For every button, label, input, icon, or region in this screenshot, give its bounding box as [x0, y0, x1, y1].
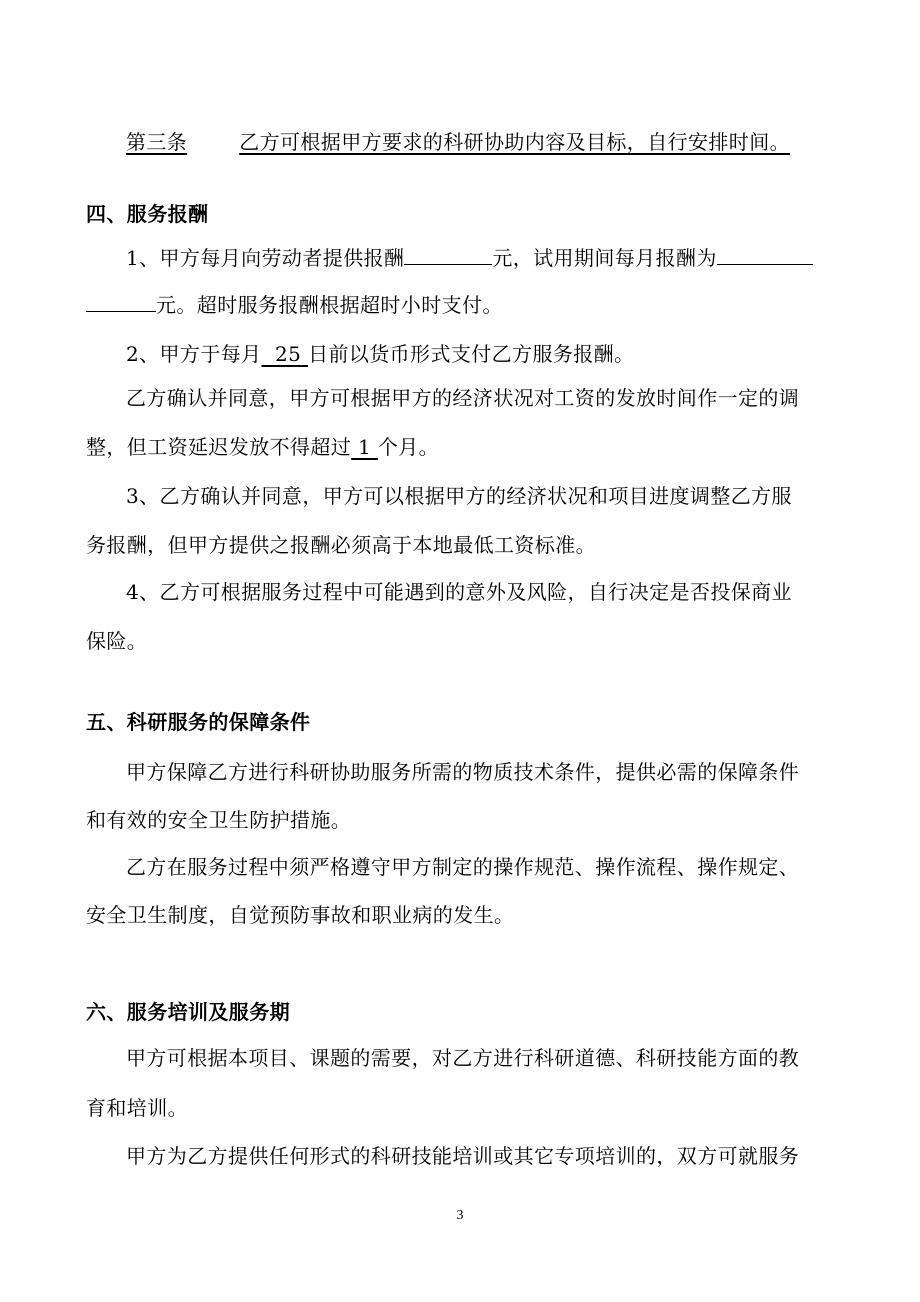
section6-para1-line2: 育和培训。 [86, 1096, 188, 1120]
article-three [126, 128, 790, 156]
item1-text-c: 元。超时服务报酬根据超时小时支付。 [156, 293, 503, 317]
section5-para1-line2: 和有效的安全卫生防护措施。 [86, 808, 352, 832]
item1-text-a: 1、甲方每月向劳动者提供报酬 [126, 246, 405, 270]
section4-item4-line1: 4、乙方可根据服务过程中可能遇到的意外及风险，自行决定是否投保商业 [126, 580, 792, 604]
section4-item3-line1: 3、乙方确认并同意，甲方可以根据甲方的经济状况和项目进度调整乙方服 [126, 484, 792, 508]
section4-item3-line2: 务报酬，但甲方提供之报酬必须高于本地最低工资标准。 [86, 533, 596, 557]
blank-probation-pay-a [717, 242, 813, 265]
section4-item1-line1 [126, 242, 813, 272]
item2-text-a: 2、甲方于每月 [126, 342, 262, 366]
section4-item4-line2: 保险。 [86, 629, 148, 653]
section5-para1-line1: 甲方保障乙方进行科研协助服务所需的物质技术条件，提供必需的保障条件 [126, 760, 800, 784]
section5-heading: 五、科研服务的保障条件 [86, 710, 311, 734]
section4-para-line1: 乙方确认并同意，甲方可根据甲方的经济状况对工资的发放时间作一定的调 [126, 386, 800, 410]
delay-months-number: 1 [357, 435, 372, 459]
section6-para1-line1: 甲方可根据本项目、课题的需要，对乙方进行科研道德、科研技能方面的教 [126, 1046, 800, 1070]
item1-text-b: 元，试用期间每月报酬为 [492, 246, 717, 270]
para-text-b: 个月。 [377, 435, 440, 459]
blank-probation-pay-b [86, 289, 156, 312]
item2-text-b: 日前以货币形式支付乙方服务报酬。 [308, 342, 635, 366]
blank-monthly-pay [404, 242, 492, 265]
payday-value [262, 342, 309, 366]
section5-para2-line2: 安全卫生制度，自觉预防事故和职业病的发生。 [86, 903, 515, 927]
section4-item1-line2 [86, 289, 503, 319]
page-number: 3 [456, 1208, 464, 1223]
payday-number: 25 [275, 342, 302, 366]
section5-para2-line1: 乙方在服务过程中须严格遵守甲方制定的操作规范、操作流程、操作规定、 [126, 855, 800, 879]
section6-para2-line1: 甲方为乙方提供任何形式的科研技能培训或其它专项培训的，双方可就服务 [126, 1144, 800, 1168]
article-three-label: 第三条 [126, 130, 188, 154]
section6-heading: 六、服务培训及服务期 [86, 1000, 290, 1024]
para-text-a: 整，但工资延迟发放不得超过 [86, 435, 352, 459]
section4-item2 [126, 340, 634, 368]
section4-heading: 四、服务报酬 [86, 202, 209, 226]
article-three-text: 乙方可根据甲方要求的科研协助内容及目标，自行安排时间。 [239, 130, 791, 154]
section4-para-line2 [86, 433, 439, 461]
delay-months-value [351, 435, 378, 459]
